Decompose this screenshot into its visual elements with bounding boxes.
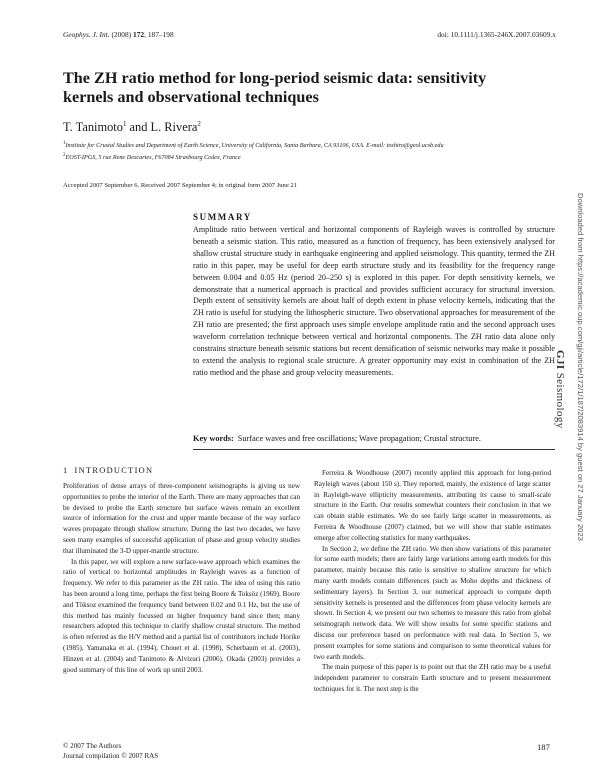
running-header-doi: doi: 10.1111/j.1365-246X.2007.03609.x: [437, 30, 556, 39]
journal-volume: 172: [133, 30, 145, 39]
page-number: 187: [537, 742, 550, 752]
affiliation-line: $^1$Institute for Crustal Studies and Department of Earth Science, University of California, Santa Barbara, CA 93106, USA. E-mail: toshiro@geol.ucsb.edu: [63, 141, 444, 150]
keywords-line: [193, 434, 555, 443]
paragraph: Ferreira & Woodhouse (2007) recently applied this approach for long-period Rayleigh waves (about 150 s). They reported, mainly, the existence of large scatter in Rayleigh-wave ellipticity measurements, attributing its cause to small-scale structure in the Earth. Our results somewhat counters their conclusion in that we can obtain stable estimates. We do see fairly large scatter in measurements, as Ferreira & Woodhouse (2007) claimed, but we will show that stable estimates emerge after collecting statistics for many earthquakes.: [314, 469, 551, 542]
summary-divider: [193, 449, 555, 450]
section-heading: [63, 466, 153, 475]
logo-gji: GJI: [554, 350, 566, 370]
affiliation-line: $^2$EOST-IPGS, 5 rue Rene Descartes, F67084 Strasbourg Cedex, France: [63, 152, 241, 161]
summary-text: Amplitude ratio between vertical and horizontal components of Rayleigh waves is controlled by structure beneath a seismic station. This ratio, measured as a function of frequency, has been extensively analysed for shallow crustal structure study in earthquake engineering and applied seismology. This quantity, termed the ZH ratio in this paper, may be useful for deep earth structure study and its feasibility for the frequency range between 0.004 and 0.05 Hz (period 20–250 s) is explored in this paper. For depth sensitivity kernels, we demonstrate that a numerical approach is practical and provides sufficient accuracy for structural inversion. Depth extent of sensitivity kernels are about half of depth extent in phase velocity kernels, indicating that the ZH ratio is useful for studying the lithospheric structure. Two observational approaches for measurement of the ZH ratio are presented; the first approach uses simple envelope amplitude ratio and the second approach uses waveform correlation technique between vertical and horizontal components. The ZH ratio data alone only constrains structure beneath seismic stations but recent densification of seismic networks may make it possible to extend the analysis to regional scale structure. A greater opportunity may exist in combination of the ZH ratio method and the phase and group velocity measurements.: [193, 225, 555, 377]
journal-year: (2008): [111, 30, 132, 39]
keywords-label: Key words:: [193, 434, 234, 443]
footer-copyright: [63, 742, 158, 761]
author-affiliation-marker: 2: [197, 120, 201, 128]
paragraph: In Section 2, we define the ZH ratio. We then show variations of this parameter for some earth models; there are fairly large variations among earth models for this parameter, mainly because this ratio is sensitive to shallow structure for which many earth models contain differences (such as Moho depths and thickness of sedimentary layers). In Section 3, our numerical approach to compute depth sensitivity kernels is presented and the differences from phase velocity kernels are shown. In Section 4, we present our two schemes to measure this ratio from global seismograph network data. We will show results for some specific stations and discuss our preference based on performance with real data. In Section 5, we present examples for some stations and comparison to some theoretical values for two earth models.: [314, 544, 551, 661]
running-header-citation: [63, 30, 174, 39]
affiliations: [63, 139, 563, 163]
author-joiner: and: [126, 120, 151, 135]
author-affiliation-marker: 1: [122, 120, 127, 128]
journal-name: Geophys. J. Int.: [63, 30, 110, 39]
section-number: 1: [63, 466, 69, 475]
author-list: [63, 120, 201, 135]
author-name: L. Rivera: [150, 120, 198, 135]
body-column-left: [63, 481, 300, 675]
download-watermark: Downloaded from https://academic.oup.com/gji/article/172/1/187/2083914 by guest on 27 January 2023: [576, 193, 585, 541]
section-title: INTRODUCTION: [74, 466, 154, 475]
compilation-line: Journal compilation © 2007 RAS: [63, 751, 159, 760]
keywords-text: Surface waves and free oscillations; Wave propagation; Crustal structure.: [237, 434, 481, 443]
logo-seismology: Seismology: [554, 369, 566, 429]
article-title: The ZH ratio method for long-period seismic data: sensitivity kernels and observational techniques: [63, 69, 487, 106]
author-name: T. Tanimoto: [63, 120, 123, 135]
paragraph: The main purpose of this paper is to point out that the ZH ratio may be a useful independent parameter to constrain Earth structure and to present measurement techniques for it. The next step is the: [314, 663, 551, 693]
acceptance-dates: Accepted 2007 September 6. Received 2007 September 4; in original form 2007 June 21: [63, 182, 298, 189]
body-column-right: [314, 468, 551, 695]
paragraph: Proliferation of dense arrays of three-component seismographs is giving us new opportunities to probe the interior of the Earth. There are many approaches that can be devised to probe the Earth structure but surface waves remain an excellent source of information for the crust and upper mantle because of the way surface waves propagate through shallow structure. During the last two decades, we have seen many examples of successful application of phase and group velocity studies that illuminated the 3-D upper-mantle structure.: [63, 482, 300, 555]
copyright-line: © 2007 The Authors: [63, 742, 122, 750]
journal-section-logo: [554, 350, 566, 429]
summary-heading: SUMMARY: [193, 212, 252, 222]
paragraph: In this paper, we will explore a new surface-wave approach which examines the ratio of vertical to horizontal amplitudes in Rayleigh waves as a function of frequency. We refer to this parameter as the ZH ratio. The idea of using this ratio has been around a long time, perhaps the first being Boore & Toksöz (1969). Boore and Töksoz examined the frequency band between 0.02 and 0.1 Hz, but the use of this method has mainly focussed on higher frequency band since then; many researchers adopted this technique to clarify shallow crustal structure. The method is often referred as the H/V method and a partial list of contributors include Horike (1985), Yamanaka et al. (1994), Chouet et al. (1998), Scherbaum et al. (2003), Hinzen et al. (2004) and Tanimoto & Alvizuri (2006). Okada (2003) provides a good summary of this line of work up until 2003.: [63, 557, 300, 674]
journal-pages: , 187–198: [144, 30, 174, 39]
